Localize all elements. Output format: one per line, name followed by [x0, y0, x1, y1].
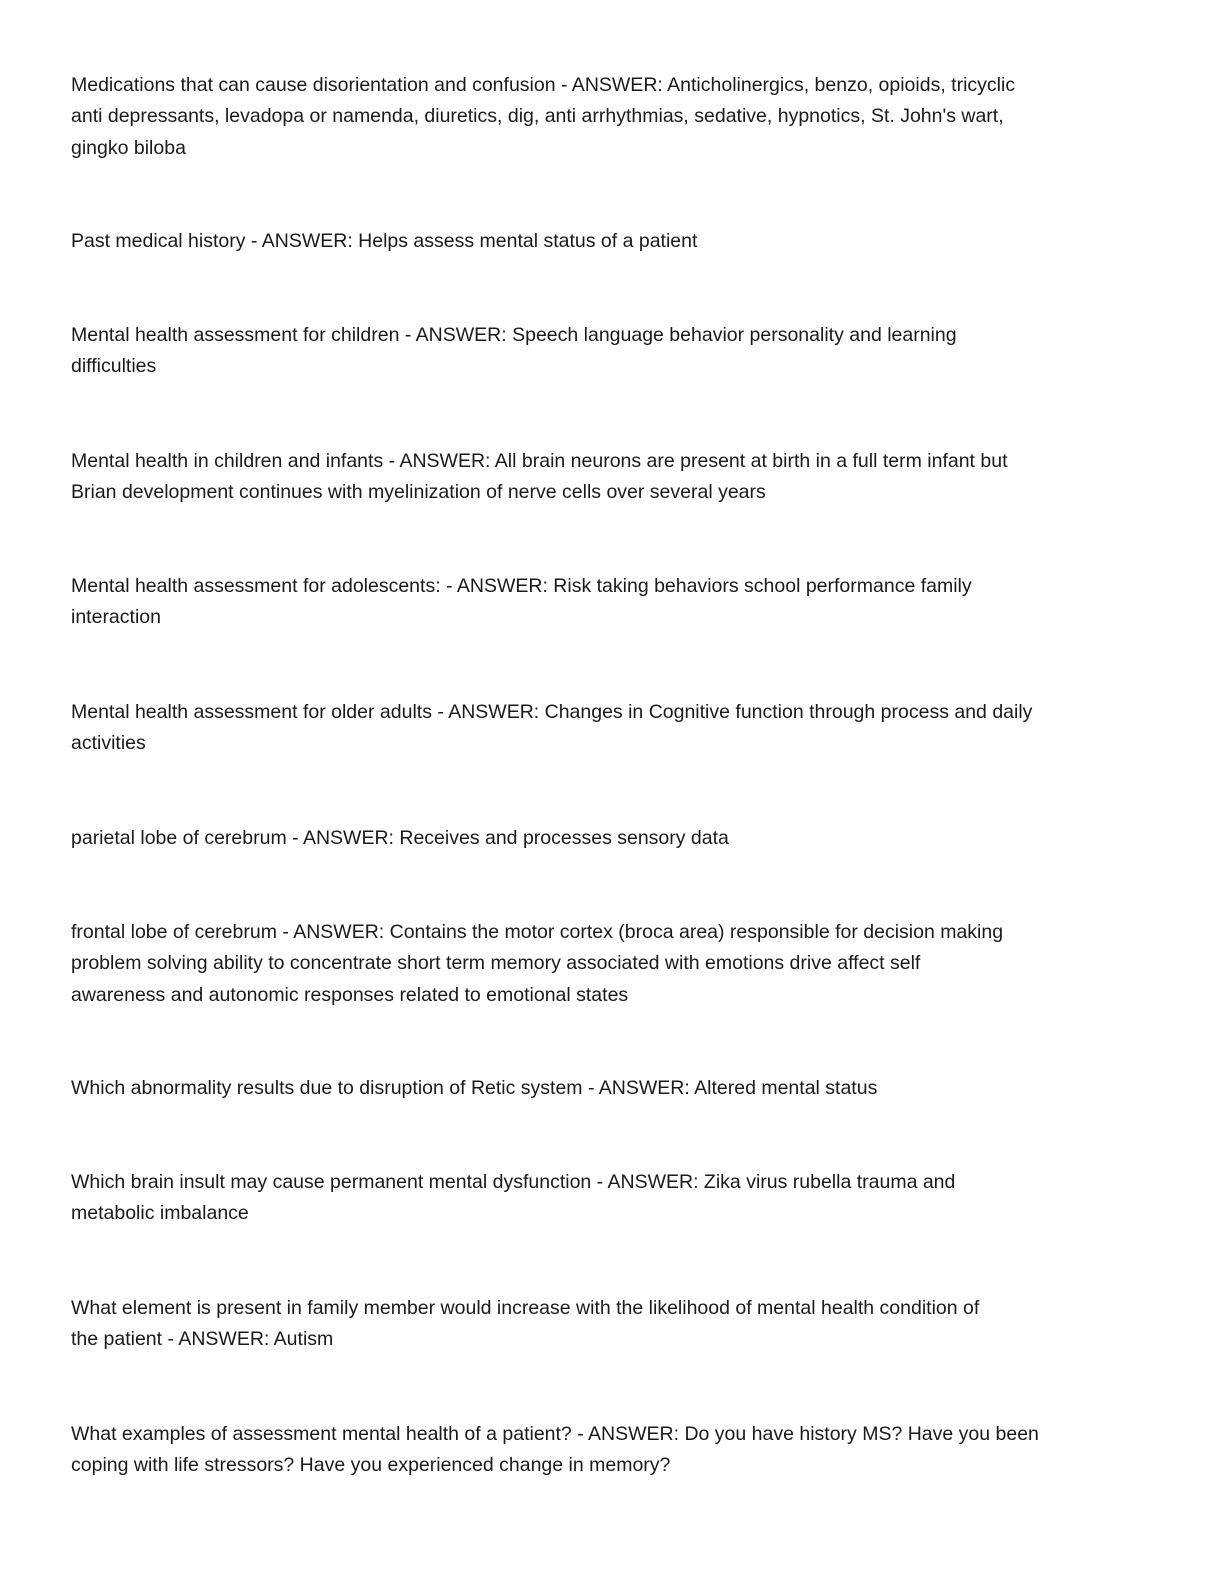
qa-entry-children-infants: [71, 446, 1008, 509]
text-line: anti depressants, levadopa or namenda, diuretics, dig, anti arrhythmias, sedative, hypnotics, St. John's wart,: [71, 105, 1004, 128]
text-line: Mental health assessment for older adults - ANSWER: Changes in Cognitive function through process and daily: [71, 701, 1033, 723]
text-line: Brian development continues with myelinization of nerve cells over several years: [71, 481, 766, 504]
qa-entry-assessment-examples: [71, 1419, 1039, 1482]
qa-entry-children-assessment: [71, 320, 957, 383]
text-line: What examples of assessment mental health of a patient? - ANSWER: Do you have history MS? Have you been: [71, 1423, 1039, 1445]
text-line: Which brain insult may cause permanent mental dysfunction - ANSWER: Zika virus rubella trauma and: [71, 1171, 956, 1193]
qa-entry-retic-system: [71, 1073, 877, 1104]
text-line: metabolic imbalance: [71, 1202, 249, 1225]
text-line: Mental health assessment for children - ANSWER: Speech language behavior personality and learning: [71, 324, 957, 346]
qa-entry-brain-insult: [71, 1167, 955, 1230]
qa-entry-medications: [71, 70, 1015, 164]
text-line: Mental health assessment for adolescents: - ANSWER: Risk taking behaviors school performance family: [71, 575, 972, 597]
qa-entry-adolescents: [71, 571, 972, 634]
qa-entry-parietal-lobe: [71, 823, 729, 854]
document-page: [71, 70, 1153, 1530]
text-line: problem solving ability to concentrate short term memory associated with emotions drive affect self: [71, 952, 921, 975]
text-line: the patient - ANSWER: Autism: [71, 1328, 334, 1351]
qa-entry-older-adults: [71, 697, 1032, 760]
text-line: awareness and autonomic responses related to emotional states: [71, 983, 629, 1006]
text-line: activities: [71, 732, 146, 755]
text-line: Which abnormality results due to disruption of Retic system - ANSWER: Altered mental status: [71, 1077, 878, 1099]
qa-entry-past-medical-history: [71, 226, 697, 257]
text-line: coping with life stressors? Have you experienced change in memory?: [71, 1454, 671, 1477]
qa-entry-frontal-lobe: [71, 917, 1003, 1011]
qa-entry-family-element: [71, 1293, 979, 1356]
text-line: frontal lobe of cerebrum - ANSWER: Contains the motor cortex (broca area) responsible for decision making: [71, 921, 1004, 943]
text-line: Mental health in children and infants - ANSWER: All brain neurons are present at birth in a full term infant but: [71, 450, 1008, 472]
text-line: parietal lobe of cerebrum - ANSWER: Receives and processes sensory data: [71, 827, 729, 849]
text-line: Medications that can cause disorientation and confusion - ANSWER: Anticholinergics, benzo, opioids, tricyclic: [71, 74, 1016, 96]
text-line: difficulties: [71, 355, 157, 378]
text-line: interaction: [71, 606, 161, 629]
text-line: What element is present in family member would increase with the likelihood of mental health condition of: [71, 1297, 980, 1319]
text-line: Past medical history - ANSWER: Helps assess mental status of a patient: [71, 230, 698, 252]
text-line: gingko biloba: [71, 136, 186, 159]
